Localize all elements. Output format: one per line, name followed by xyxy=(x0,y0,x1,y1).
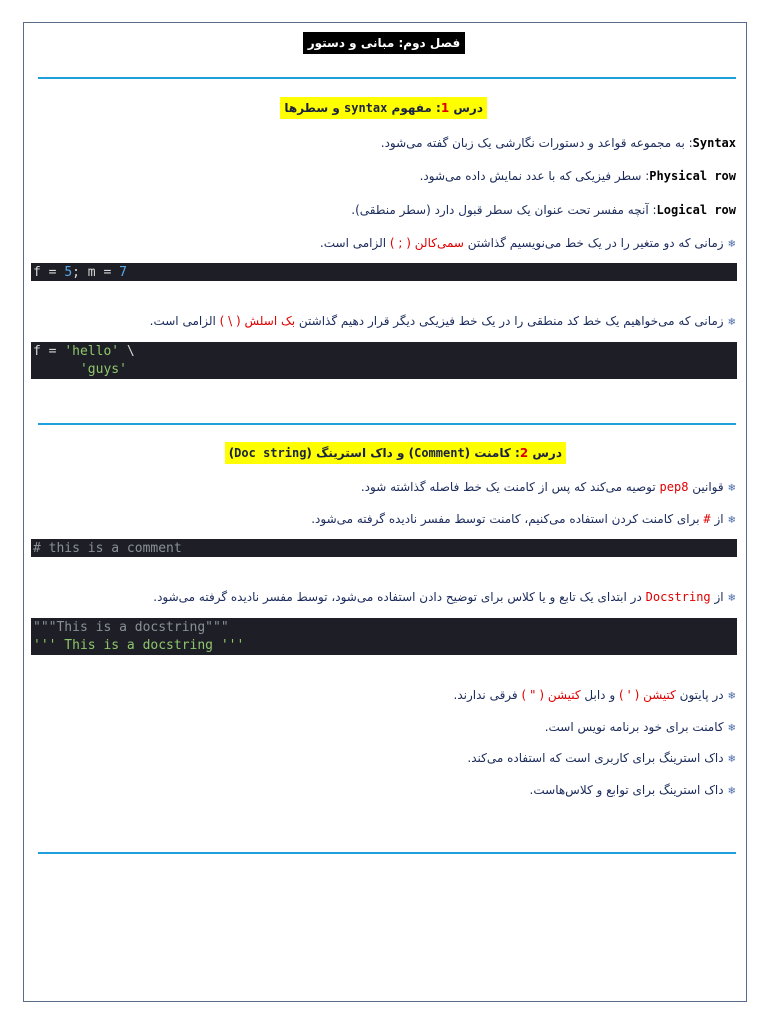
term: Syntax xyxy=(692,136,736,150)
note-text: و دابل xyxy=(580,688,616,702)
note-text: زمانی که می‌خواهیم یک خط کد منطقی را در یک خط فیزیکی دیگر قرار دهیم گذاشتن xyxy=(295,314,724,328)
code-number: 7 xyxy=(119,265,127,280)
highlight-word: کتیشن xyxy=(547,688,581,702)
code-block-comment xyxy=(31,539,737,557)
symbol: ( ' ) xyxy=(615,688,644,702)
chapter-title: فصل دوم: مبانی و دستور نحو xyxy=(303,32,465,54)
lesson-number: 2 xyxy=(519,446,529,460)
semicolon-note xyxy=(320,234,736,254)
syntax-definition xyxy=(381,134,736,152)
note-text: زمانی که دو متغیر را در یک خط می‌نویسیم گذاشتن xyxy=(463,236,724,250)
backslash-note xyxy=(150,312,736,332)
lesson-title-latin: syntax xyxy=(344,101,388,115)
snowflake-bullet-icon: ❄ xyxy=(727,691,736,702)
note-text: داک استرینگ برای کاربری است که استفاده می‌کند. xyxy=(467,751,724,765)
code-text: ; m = xyxy=(72,265,120,280)
note-text: داک استرینگ برای توابع و کلاس‌هاست. xyxy=(529,783,724,797)
snowflake-bullet-icon: ❄ xyxy=(727,786,736,797)
lesson-title-text: : کامنت ( xyxy=(464,446,520,460)
note-text: در پایتون xyxy=(675,688,724,702)
note-text: از xyxy=(710,512,724,526)
snowflake-bullet-icon: ❄ xyxy=(727,483,736,494)
lesson-title-prefix: درس xyxy=(449,101,483,115)
term: Physical row xyxy=(649,169,736,183)
code-comment: # this is a comment xyxy=(33,541,182,556)
symbol: ( ; ) xyxy=(386,236,415,250)
docstring-note xyxy=(153,588,736,608)
lesson-title-latin: Doc string xyxy=(234,446,307,460)
highlight-word: سمی‌کالن xyxy=(414,236,464,250)
note-text: قوانین xyxy=(688,480,724,494)
divider-3 xyxy=(38,852,736,854)
lesson-number: 1 xyxy=(440,101,450,115)
highlight-word: Docstring xyxy=(645,590,711,604)
docstring-usage-note xyxy=(530,781,736,801)
snowflake-bullet-icon: ❄ xyxy=(727,593,736,604)
lesson-title-text: : مفهوم xyxy=(387,101,441,115)
snowflake-bullet-icon: ❄ xyxy=(727,317,736,328)
code-text: f = xyxy=(33,265,65,280)
logical-row-definition xyxy=(351,201,736,219)
lesson-2-title xyxy=(225,442,566,464)
symbol: # xyxy=(703,512,711,526)
code-text: \ xyxy=(119,344,135,359)
hash-comment-note xyxy=(311,510,736,530)
highlight-word: pep8 xyxy=(659,480,689,494)
code-string: 'guys' xyxy=(79,362,127,377)
quotes-note xyxy=(454,686,736,706)
note-text: توصیه می‌کند که پس از کامنت یک خط فاصله گذاشته شود. xyxy=(360,480,660,494)
lesson-title-prefix: درس xyxy=(528,446,562,460)
lesson-title-text: و سطرها xyxy=(284,101,344,115)
highlight-word: کتیشن xyxy=(643,688,676,702)
definition-text: : آنچه مفسر تحت عنوان یک سطر قبول دارد (سطر منطقی). xyxy=(351,203,657,217)
lesson-1-title xyxy=(280,97,487,119)
term: Logical row xyxy=(656,203,736,217)
code-string: 'hello' xyxy=(64,344,120,359)
snowflake-bullet-icon: ❄ xyxy=(727,239,736,250)
code-block-semicolon xyxy=(31,263,737,281)
highlight-word: بک اسلش xyxy=(244,314,296,328)
physical-row-definition xyxy=(420,167,736,185)
code-block-docstring xyxy=(31,618,737,655)
symbol: ( " ) xyxy=(517,688,548,702)
note-text: الزامی است. xyxy=(149,314,216,328)
note-text: برای کامنت کردن استفاده می‌کنیم، کامنت توسط مفسر نادیده گرفته می‌شود. xyxy=(311,512,704,526)
docstring-purpose-note xyxy=(467,749,736,769)
code-docstring: ''' This is a docstring ''' xyxy=(33,638,245,653)
snowflake-bullet-icon: ❄ xyxy=(727,515,736,526)
definition-text: : به مجموعه قواعد و دستورات نگارشی یک زبان گفته می‌شود. xyxy=(380,136,693,150)
code-text: f = xyxy=(33,344,65,359)
divider-2 xyxy=(38,423,736,425)
symbol: ( \ ) xyxy=(215,314,245,328)
code-number: 5 xyxy=(64,265,73,280)
lesson-title-latin: Comment xyxy=(414,446,465,460)
lesson-title-text: ) xyxy=(228,446,235,460)
comment-purpose-note xyxy=(545,718,736,738)
code-block-backslash xyxy=(31,342,737,379)
snowflake-bullet-icon: ❄ xyxy=(727,723,736,734)
note-text: کامنت برای خود برنامه نویس است. xyxy=(544,720,724,734)
definition-text: : سطر فیزیکی که با عدد نمایش داده می‌شود. xyxy=(419,169,650,183)
code-docstring: """This is a docstring""" xyxy=(33,620,229,635)
note-text: در ابتدای یک تابع و یا کلاس برای توضیح دادن استفاده می‌شود، توسط مفسر نادیده گرفته می‌شود. xyxy=(153,590,646,604)
note-text: از xyxy=(710,590,724,604)
note-text: فرقی ندارند. xyxy=(453,688,518,702)
pep8-note xyxy=(361,478,736,498)
note-text: الزامی است. xyxy=(319,236,387,250)
divider-1 xyxy=(38,77,736,79)
snowflake-bullet-icon: ❄ xyxy=(727,754,736,765)
code-indent xyxy=(33,362,80,377)
lesson-title-text: ) و داک استرینگ ( xyxy=(306,446,415,460)
